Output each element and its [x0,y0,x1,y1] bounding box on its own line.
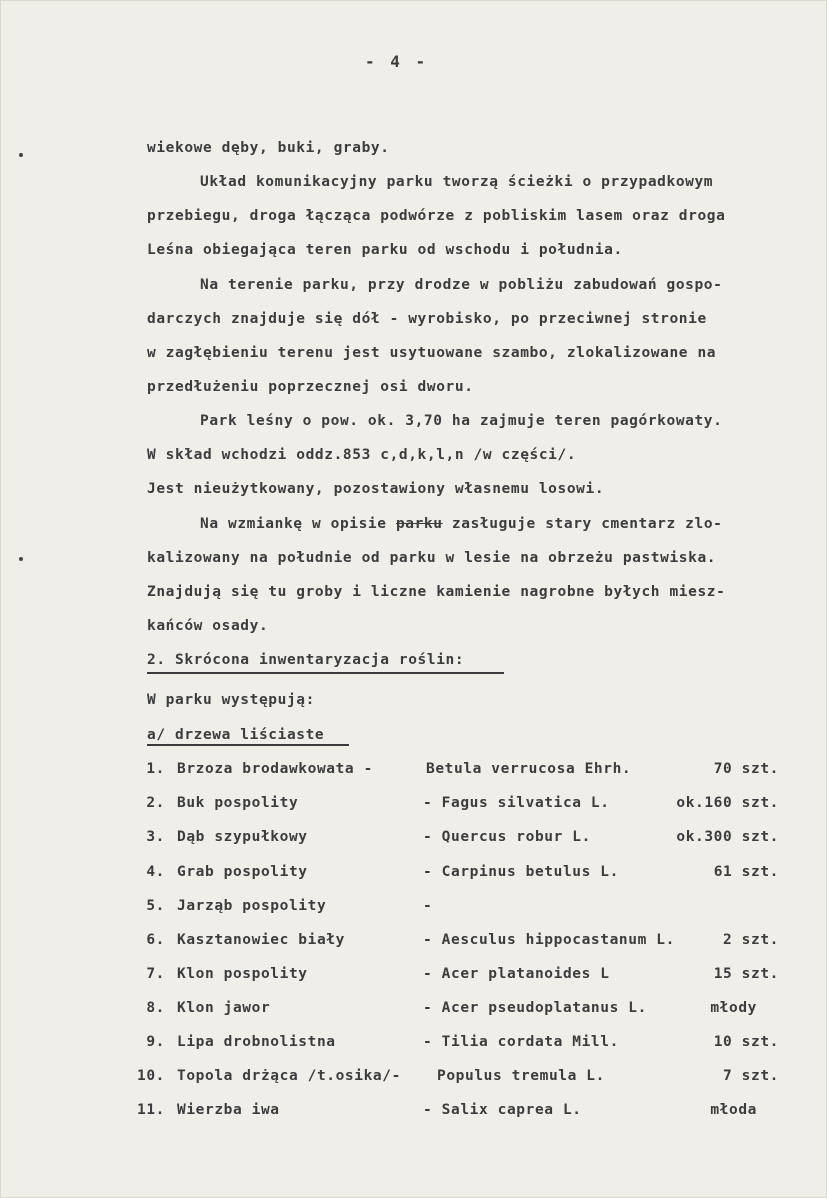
paragraph-line: przedłużeniu poprzecznej osi dworu. [147,379,474,395]
row-number: 7. [146,966,165,982]
paragraph-line: Jest nieużytkowany, pozostawiony własnemu losowi. [147,481,605,497]
tree-name: Lipa drobnolistna [177,1034,336,1050]
paragraph-line: darczych znajduje się dół - wyrobisko, po przeciwnej stronie [147,311,707,327]
paragraph-line: Park leśny o pow. ok. 3,70 ha zajmuje teren pagórkowaty. [200,413,723,429]
tree-name: Wierzba iwa [177,1102,280,1118]
section-heading: 2. Skrócona inwentaryzacja roślin: [147,652,465,668]
tree-quantity: młody [710,1000,757,1016]
tree-latin: - Quercus robur L. [423,829,591,845]
subheading: a/ drzewa liściaste [147,727,325,743]
paragraph-line: wiekowe dęby, buki, graby. [147,140,390,156]
page-number: - 4 - [365,52,429,71]
cemetery-first-line: Na wzmiankę w opisie parku zasługuje stary cmentarz zlo- [200,516,723,532]
tree-quantity: 61 szt. [713,864,779,880]
row-number: 8. [146,1000,165,1016]
tree-name: Klon pospolity [177,966,308,982]
row-number: 11. [137,1102,165,1118]
tree-quantity: ok.300 szt. [676,829,779,845]
row-number: 10. [137,1068,165,1084]
tree-quantity: ok.160 szt. [676,795,779,811]
tree-latin: - Carpinus betulus L. [423,864,619,880]
row-number: 2. [146,795,165,811]
struck-word: parku [395,516,443,532]
paragraph-line: W skład wchodzi oddz.853 c,d,k,l,n /w części/. [147,447,577,463]
paragraph-line: kalizowany na południe od parku w lesie na obrzeżu pastwiska. [147,550,717,566]
tree-quantity: młoda [710,1102,757,1118]
punch-mark-top [19,153,23,157]
tree-latin: - Fagus silvatica L. [423,795,610,811]
tree-name: Topola drżąca /t.osika/- [177,1068,401,1084]
row-number: 4. [146,864,165,880]
tree-quantity: 10 szt. [713,1034,779,1050]
tree-latin: - Acer pseudoplatanus L. [423,1000,647,1016]
row-number: 3. [146,829,165,845]
paragraph-line: Układ komunikacyjny parku tworzą ścieżki o przypadkowym [200,174,714,190]
tree-quantity: 70 szt. [713,761,779,777]
tree-name: Jarząb pospolity [177,898,327,914]
paragraph-line: Leśna obiegająca teren parku od wschodu i południa. [147,242,623,258]
tree-latin: Betula verrucosa Ehrh. [426,761,632,777]
tree-latin: Populus tremula L. [437,1068,605,1084]
tree-name: Kasztanowiec biały [177,932,345,948]
intro-line: W parku występują: [147,692,315,708]
tree-name: Klon jawor [177,1000,271,1016]
row-number: 6. [146,932,165,948]
tree-name: Grab pospolity [177,864,308,880]
paragraph-line: Na terenie parku, przy drodze w pobliżu zabudowań gospo- [200,277,723,293]
tree-latin: - Tilia cordata Mill. [423,1034,619,1050]
tree-latin: - Acer platanoides L [423,966,610,982]
tree-quantity: 2 szt. [723,932,779,948]
tree-latin: - [423,898,433,914]
tree-latin: - Aesculus hippocastanum L. [423,932,675,948]
paragraph-line: kańców osady. [147,618,269,634]
section-heading-underline [147,672,504,674]
tree-latin: - Salix caprea L. [423,1102,582,1118]
paragraph-line: w zagłębieniu terenu jest usytuowane szambo, zlokalizowane na [147,345,717,361]
punch-mark-bottom [19,557,23,561]
tree-quantity: 7 szt. [723,1068,779,1084]
row-number: 1. [146,761,165,777]
tree-quantity: 15 szt. [713,966,779,982]
subheading-underline [147,744,349,746]
tree-name: Dąb szypułkowy [177,829,308,845]
row-number: 5. [146,898,165,914]
tree-name: Brzoza brodawkowata - [177,761,373,777]
tree-name: Buk pospolity [177,795,299,811]
row-number: 9. [146,1034,165,1050]
paragraph-line: przebiegu, droga łącząca podwórze z pobliskim lasem oraz droga [147,208,726,224]
paragraph-line: Znajdują się tu groby i liczne kamienie nagrobne byłych miesz- [147,584,726,600]
